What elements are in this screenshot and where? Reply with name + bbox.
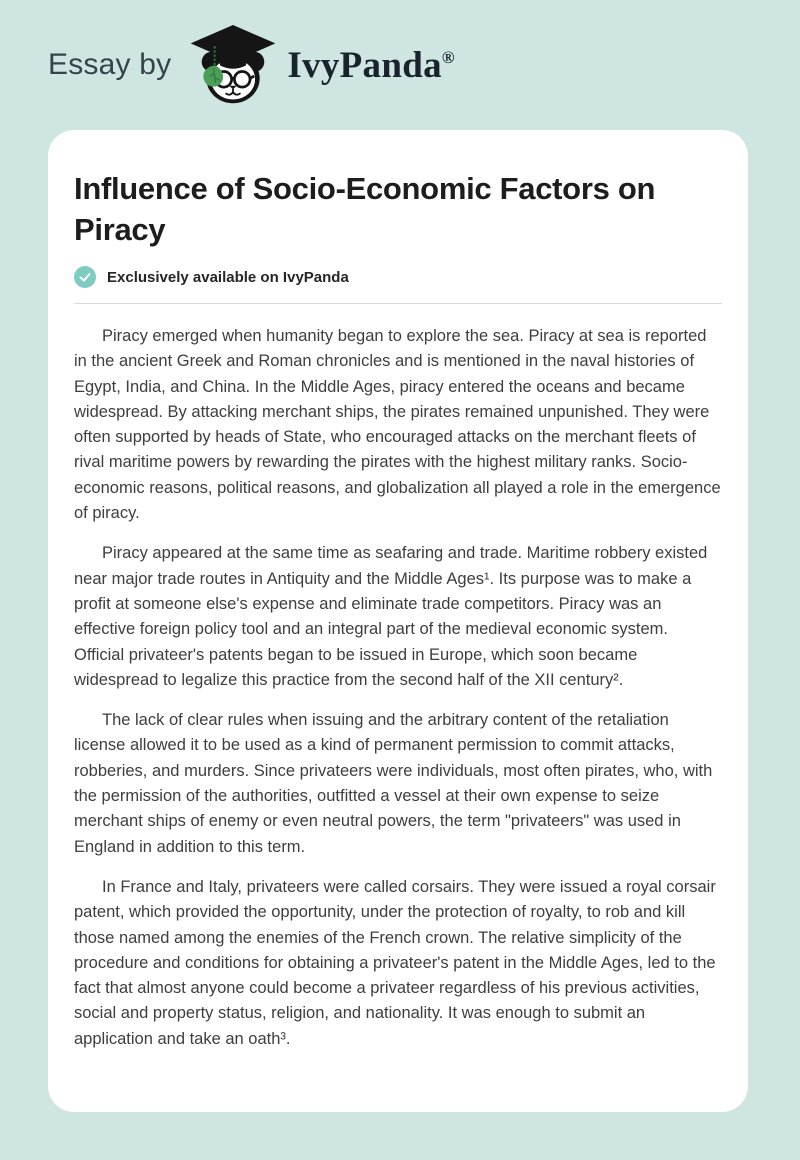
availability-badge: [74, 266, 722, 288]
essay-paragraph: In France and Italy, privateers were called corsairs. They were issued a royal corsair patent, which provided the opportunity, under the protection of royalty, to rob and kill those named among the enemies of the French crown. The relative simplicity of the procedure and conditions for obtaining a privateer's patent in the Middle Ages, led to the fact that almost anyone could become a privateer regardless of his previous activities, social and property status, religion, and nationality. It was enough to submit an application and take an oath³.: [74, 877, 716, 1048]
divider: [74, 303, 722, 304]
check-icon: [74, 266, 96, 288]
ivypanda-panda-logo-icon: [187, 25, 279, 106]
essay-paragraph: The lack of clear rules when issuing and the arbitrary content of the retaliation license allowed it to be used as a kind of permanent permission to commit attacks, robberies, and murders. Since privateers were individuals, most often pirates, who, with the permission of the authorities, outfitted a vessel at their own expense to seize merchant ships of enemy or even neutral powers, the term "privateers" was used in England in addition to this term.: [74, 711, 713, 856]
brand-wordmark: [287, 44, 455, 87]
availability-badge-label: Exclusively available on IvyPanda: [107, 268, 349, 286]
registered-trademark: ®: [441, 47, 455, 67]
page-title: Influence of Socio-Economic Factors on Piracy: [74, 171, 656, 247]
essay-by-label: Essay by: [48, 48, 172, 81]
brand-name-text: IvyPanda: [287, 44, 442, 86]
site-header: [0, 0, 800, 130]
essay-paragraph: Piracy emerged when humanity began to explore the sea. Piracy at sea is reported in the ancient Greek and Roman chronicles and is mentioned in the naval histories of Egypt, India, and China. In the Middle Ages, piracy entered the oceans and became widespread. By attacking merchant ships, the pirates remained unpunished. They were often supported by heads of State, who encouraged attacks on the merchant fleets of rival maritime powers by rewarding the pirates with the highest military ranks. Socio-economic reasons, political reasons, and globalization all played a role in the emergence of piracy.: [74, 327, 721, 523]
essay-card: [48, 130, 748, 1112]
essay-body: [74, 324, 722, 1052]
essay-paragraph: Piracy appeared at the same time as seafaring and trade. Maritime robbery existed near major trade routes in Antiquity and the Middle Ages¹. Its purpose was to make a profit at someone else's expense and eliminate trade competitors. Piracy was an effective foreign policy tool and an integral part of the medieval economic system. Official privateer's patents began to be issued in Europe, which soon became widespread to legalize this practice from the second half of the XII century².: [74, 544, 708, 689]
brand-lockup: [187, 25, 455, 106]
